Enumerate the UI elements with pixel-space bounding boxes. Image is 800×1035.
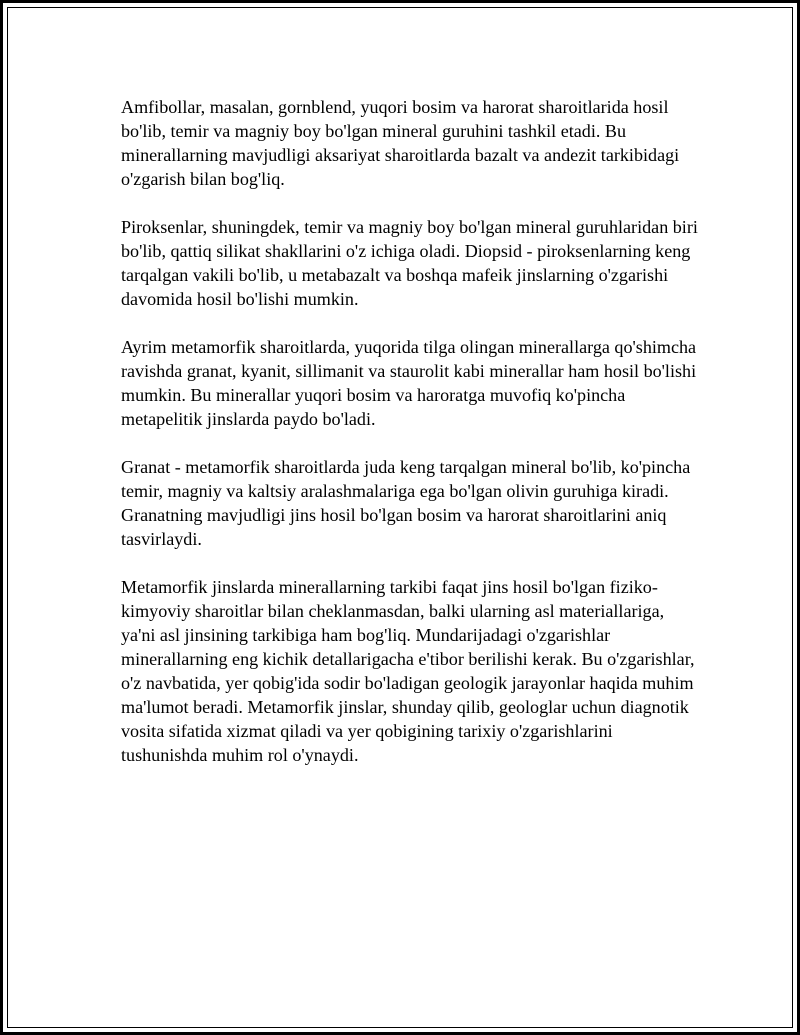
document-body — [121, 95, 701, 791]
paragraph-amfibollar: Amfibollar, masalan, gornblend, yuqori bosim va harorat sharoitlarida hosil bo'lib, temir va magniy boy bo'lgan mineral guruhini tashkil etadi. Bu minerallarning mavjudligi aksariyat sharoitlarda bazalt va andezit tarkibidagi o'zgarish bilan bog'liq. — [121, 97, 680, 189]
paragraph-metamorfik-minerallar: Ayrim metamorfik sharoitlarda, yuqorida tilga olingan minerallarga qo'shimcha ravishda granat, kyanit, sillimanit va staurolit kabi minerallar ham hosil bo'lishi mumkin. Bu minerallar yuqori bosim va haroratga muvofiq ko'pincha metapelitik jinslarda paydo bo'ladi. — [121, 337, 697, 429]
paragraph-metamorfik-jinslar: Metamorfik jinslarda minerallarning tarkibi faqat jins hosil bo'lgan fiziko-kimyoviy sharoitlar bilan cheklanmasdan, balki ularning asl materiallariga, ya'ni asl jinsining tarkibiga ham bog'liq. Mundarijadagi o'zgarishlar minerallarning eng kichik detallarigacha e'tibor berilishi kerak. Bu o'zgarishlar, o'z navbatida, yer qobig'ida sodir bo'ladigan geologik jarayonlar haqida muhim ma'lumot beradi. Metamorfik jinslar, shunday qilib, geologlar uchun diagnotik vosita sifatida xizmat qiladi va yer qobigining tarixiy o'zgarishlarini tushunishda muhim rol o'ynaydi. — [121, 577, 695, 765]
paragraph-piroksenlar: Piroksenlar, shuningdek, temir va magniy boy bo'lgan mineral guruhlaridan biri bo'lib, qattiq silikat shakllarini o'z ichiga oladi. Diopsid - piroksenlarning keng tarqalgan vakili bo'lib, u metabazalt va boshqa mafeik jinslarning o'zgarishi davomida hosil bo'lishi mumkin. — [121, 217, 698, 309]
paragraph-granat: Granat - metamorfik sharoitlarda juda keng tarqalgan mineral bo'lib, ko'pincha temir, magniy va kaltsiy aralashmalariga ega bo'lgan olivin guruhiga kiradi. Granatning mavjudligi jins hosil bo'lgan bosim va harorat sharoitlarini aniq tasvirlaydi. — [121, 457, 691, 549]
